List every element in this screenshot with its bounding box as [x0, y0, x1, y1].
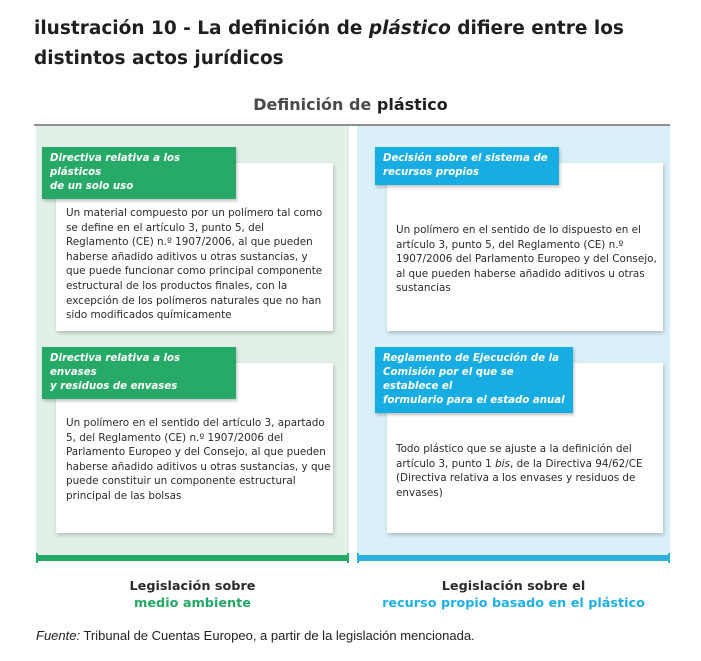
figure-title-suffix: difiere entre los distintos actos jurídicos — [34, 18, 624, 69]
source-note — [36, 628, 475, 643]
tag-single-use-plastics-directive — [42, 147, 236, 199]
tag-own-resources-decision — [375, 147, 559, 185]
tag-line: Directiva relativa a los envases — [50, 353, 181, 378]
right-card-2-text-italic: bis — [495, 457, 510, 470]
diagram-title-bold: plástico — [376, 95, 448, 114]
diagram-title-light: Definición de — [253, 95, 377, 114]
bar-tick — [668, 553, 670, 563]
tag-line: y residuos de envases — [50, 381, 178, 392]
tag-line: Reglamento de Ejecución de la — [383, 353, 559, 364]
left-bottom-bar — [36, 555, 349, 561]
bar-tick — [347, 553, 349, 563]
source-label: Fuente: — [36, 628, 81, 643]
right-label-line2: recurso propio basado en el plástico — [382, 596, 645, 611]
left-card-1-definition: Un material compuesto por un polímero tal como se define en el artículo 3, punto 5, del Reglamento (CE) n.º 1907/2006, al que pueden haberse añadido aditivos u otras sustancias, y que puede funcionar como principal componente estructural de los productos finales, con la excepción de los polímeros naturales que no han sido modificados químicamente — [66, 207, 323, 322]
left-label-line1: Legislación sobre — [129, 579, 256, 594]
figure-title — [34, 14, 674, 74]
right-column-label — [357, 578, 670, 612]
source-text: Tribunal de Cuentas Europeo, a partir de la legislación mencionada. — [80, 628, 475, 643]
tag-line: recursos propios — [383, 167, 480, 178]
bar-tick — [36, 553, 38, 563]
right-card-1-definition: Un polímero en el sentido de lo dispuesto en el artículo 3, punto 5, del Reglamento (CE) n.º 1907/2006 del Parlamento Europeo y del Consejo, al que pueden haberse añadido aditivos u otras sustancias — [396, 224, 657, 295]
bar-tick — [357, 553, 359, 563]
left-label-line2: medio ambiente — [134, 596, 251, 611]
right-card-2-text-before: Todo plástico que se ajuste a la definición del artículo 3, punto 1 — [396, 443, 632, 470]
left-card-2-definition: Un polímero en el sentido del artículo 3, apartado 5, del Reglamento (CE) n.º 1907/2006 del Parlamento Europeo y del Consejo, al que pueden haberse añadido aditivos u otras sustancias, y que puede constituir un componente estructural principal de las bolsas — [66, 417, 331, 502]
figure-title-prefix: ilustración 10 - La definición de — [34, 18, 369, 39]
tag-packaging-waste-directive — [42, 347, 236, 399]
tag-line: formulario para el estado anual — [383, 395, 565, 406]
right-card-2-definition — [396, 442, 658, 500]
tag-line: Directiva relativa a los plásticos — [50, 153, 181, 178]
tag-line: Comisión por el que se establece el — [383, 367, 514, 392]
tag-line: Decisión sobre el sistema de — [383, 153, 548, 164]
right-label-line1: Legislación sobre el — [441, 579, 586, 594]
tag-implementing-regulation — [375, 347, 573, 413]
diagram-title — [0, 95, 701, 114]
figure-title-italic: plástico — [368, 18, 451, 39]
tag-line: de un solo uso — [50, 181, 134, 192]
left-column-label — [36, 578, 349, 612]
right-bottom-bar — [357, 555, 670, 561]
right-card-2-text-after: , de la Directiva 94/62/CE (Directiva relativa a los envases y residuos de envases) — [396, 457, 643, 499]
